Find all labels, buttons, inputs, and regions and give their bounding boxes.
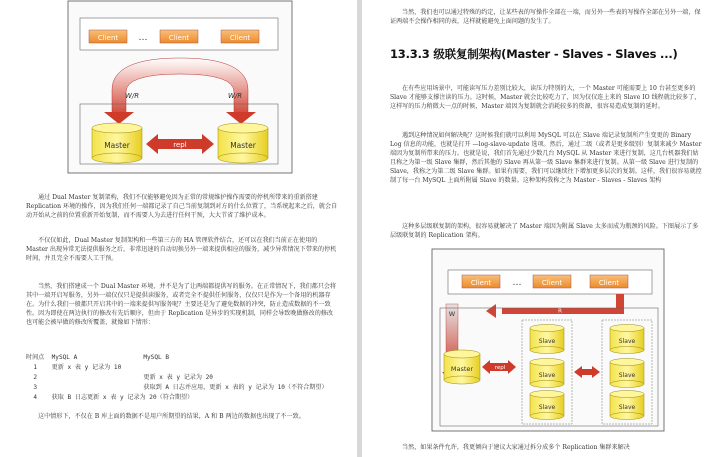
slave-label: Slave	[618, 338, 636, 345]
paragraph: 当然，我们搭建成一个 Dual Master 环境，并不是为了让两端都提供写的服务。在正常情况下，我们都只会将其中一端开启写服务，另外一端仅仅只是提供读服务，或者完全不提供任何服务，仅仅只是作为一个备用的机器存在。为什么我们一般都只开启其中的一端来提供写服务呢？主要还是为了避免数据的冲突，防止造成数据的不一致性。因为即使在两边执行的修改有先后顺序，但由于 Replication 是异步的实现机制，同样会导致晚做修改的修改也可能会被早做的修改所覆盖，就像如下情形：	[26, 283, 337, 327]
client-label: Client	[229, 34, 251, 42]
left-page	[0, 0, 357, 457]
dual-master-diagram	[0, 0, 357, 180]
right-page	[362, 0, 720, 457]
timeline-row: 4 获取 B 日志更新 x 表 y 记录为 20（符合期望）	[26, 394, 194, 401]
master-label: Master	[104, 141, 130, 150]
client-label: Client	[598, 279, 620, 287]
repl-label: repl	[494, 365, 506, 371]
paragraph: 在有些应用场景中，可能读写压力差别比较大，读压力特别的大，一个 Master 可能需要上 10 台甚至更多的 Slave 才能够支撑注读的压力。这时候，Master 就会比较吃力了，因为仅仅连上来的 Slave IO 线程就比较多了，这样写的压力稍微大一点的时候，Master 端因为复制就会消耗较多的资源，很容易造成复制的延时。	[390, 85, 701, 111]
paragraph: 当然，我们也可以通过特殊的约定，让某些表的写操作全部在一端，而另外一些表的写操作全部在另外一端，保证两端不会操作相同的表，这样就能避免上面问题的发生了。	[390, 9, 701, 26]
w-label: W	[448, 310, 456, 318]
timeline-header: 时间点 MySQL A MySQL B	[26, 354, 170, 361]
paragraph: 当然，如果条件允许，我更倾向于建议大家通过拆分成多个 Replication 集群来解决	[402, 444, 630, 451]
cascade-replication-diagram	[362, 248, 720, 433]
client-ellipsis: …	[512, 278, 522, 288]
slave-label: Slave	[538, 404, 556, 411]
slave-label: Slave	[618, 404, 636, 411]
master-label: Master	[450, 365, 474, 373]
client-label: Client	[470, 279, 492, 287]
slave-label: Slave	[538, 338, 556, 345]
paragraph: 遇到这种情况如何解决呢？这时候我们就可以利用 MySQL 可以在 Slave 端记录复制所产生变更的 Binary Log 信息的功能，也就是打开 —log-slave-update 选项。然后，通过二级（或者是更多级别）复制来减少 Master 端因为复制所带来的压力。也就是说，我们首先通过少数几台 MySQL 从 Master 来进行复制，这几台机器我们姑且称之为第一级 Slave 集群，然后其他的 Slave 再从第一级 Slave 集群来进行复制。从第一级 Slave 进行复制的 Slave，我称之为第二级 Slave 集群。如果有需要，我们可以继续往下增加更多层次的复制。这样，我们很容易就控制了每一台 MySQL 上面所附属 Slave 的数量。这种架构我称之为 Master - Slaves - Slaves 架构	[390, 132, 702, 185]
master-label: Master	[230, 141, 256, 150]
slave-label: Slave	[538, 372, 556, 379]
timeline-row: 3 获取到 A 日志并应用，更新 x 表的 y 记录为 10（不符合期望）	[26, 384, 328, 391]
wr-label: W/R	[228, 92, 243, 100]
paragraph: 这种多层级联复制的架构，很容易就解决了 Master 端因为附属 Slave 太多而成为瓶颈的风险。下图展示了多层级联复制的 Replication 架构。	[390, 223, 699, 240]
section-heading: 13.3.3 级联复制架构(Master - Slaves - Slaves ...)	[390, 47, 678, 61]
r-label: R	[558, 308, 562, 315]
client-label: Client	[168, 34, 190, 42]
paragraph: 通过 Dual Master 复制架构，我们不仅能够避免因为正常的常规维护操作需要的停机所带来的重新搭建 Replication 环境的操作，因为我们任何一端都记录了自己当前复制到对方的什么位置了，当系统起来之后，就会自动开始从之前的位置重新开始复制，而不需要人为去进行任何干预，大大节省了维护成本。	[26, 194, 338, 220]
repl-label: repl	[173, 141, 187, 149]
timeline-row: 1 更新 x 表 y 记录为 10	[26, 364, 122, 371]
client-label: Client	[541, 279, 563, 287]
wr-label: W/R	[125, 92, 140, 100]
slave-label: Slave	[618, 372, 636, 379]
client-ellipsis: …	[138, 33, 148, 43]
paragraph: 不仅仅如此，Dual Master 复制架构和一些第三方的 HA 管理软件结合，还可以在我们当前正在使用的 Master 出现异常无法提供服务之后，非常迅速的自动切换另外一端来提供相应的服务，减少异常情况下带来的停机时间，并且完全不需要人工干预。	[26, 237, 337, 263]
timeline-row: 2 更新 x 表 y 记录为 20	[26, 374, 213, 381]
client-label: Client	[97, 34, 119, 42]
paragraph: 这中情形下，不仅在 B 库上面的数据不是用户所期望的结果，A 和 B 两边的数据也出现了不一致。	[38, 413, 305, 420]
